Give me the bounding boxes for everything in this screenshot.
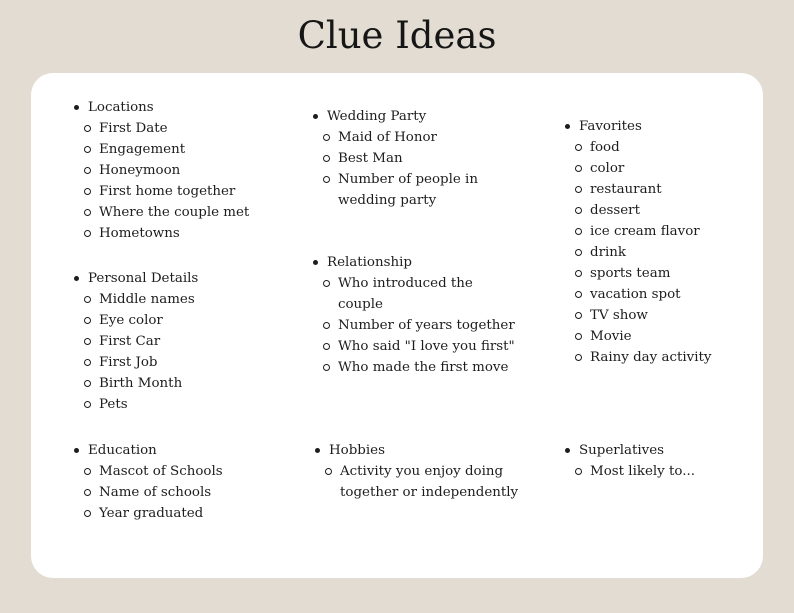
list-item: dessert <box>575 200 711 221</box>
group-personal-details <box>73 268 198 415</box>
list-item: First Car <box>84 331 198 352</box>
group-heading: Education <box>73 440 223 461</box>
list-item: Best Man <box>323 148 508 169</box>
list-item: restaurant <box>575 179 711 200</box>
list-item: Most likely to... <box>575 461 695 482</box>
group-relationship <box>312 252 515 378</box>
group-heading: Locations <box>73 97 249 118</box>
group-hobbies <box>314 440 525 503</box>
group-heading: Hobbies <box>314 440 525 461</box>
group-heading: Relationship <box>312 252 515 273</box>
list-item: sports team <box>575 263 711 284</box>
list-item: Eye color <box>84 310 198 331</box>
list-item: Who said "I love you first" <box>323 336 515 357</box>
list-item: Birth Month <box>84 373 198 394</box>
clue-ideas-card <box>31 73 763 578</box>
list-item: Year graduated <box>84 503 223 524</box>
list-item: First Job <box>84 352 198 373</box>
list-item: TV show <box>575 305 711 326</box>
list-item: Movie <box>575 326 711 347</box>
list-item: Who introduced the couple <box>323 273 488 315</box>
group-wedding-party <box>312 106 508 211</box>
page-title: Clue Ideas <box>297 14 497 57</box>
list-item: Engagement <box>84 139 249 160</box>
list-item: vacation spot <box>575 284 711 305</box>
group-heading: Personal Details <box>73 268 198 289</box>
list-item: Hometowns <box>84 223 249 244</box>
list-item: Name of schools <box>84 482 223 503</box>
list-item: Number of years together <box>323 315 515 336</box>
group-heading: Favorites <box>564 116 711 137</box>
list-item: Pets <box>84 394 198 415</box>
list-item: drink <box>575 242 711 263</box>
list-item: Where the couple met <box>84 202 249 223</box>
group-favorites <box>564 116 711 368</box>
list-item: Maid of Honor <box>323 127 508 148</box>
list-item: Honeymoon <box>84 160 249 181</box>
list-item: ice cream flavor <box>575 221 711 242</box>
group-heading: Wedding Party <box>312 106 508 127</box>
list-item: food <box>575 137 711 158</box>
list-item: Activity you enjoy doing together or independently <box>325 461 525 503</box>
list-item: First Date <box>84 118 249 139</box>
list-item: Who made the first move <box>323 357 515 378</box>
group-heading: Superlatives <box>564 440 695 461</box>
list-item: Number of people in wedding party <box>323 169 508 211</box>
list-item: Rainy day activity <box>575 347 711 368</box>
list-item: Middle names <box>84 289 198 310</box>
group-locations <box>73 97 249 244</box>
list-item: Mascot of Schools <box>84 461 223 482</box>
list-item: color <box>575 158 711 179</box>
group-education <box>73 440 223 524</box>
list-item: First home together <box>84 181 249 202</box>
group-superlatives <box>564 440 695 482</box>
